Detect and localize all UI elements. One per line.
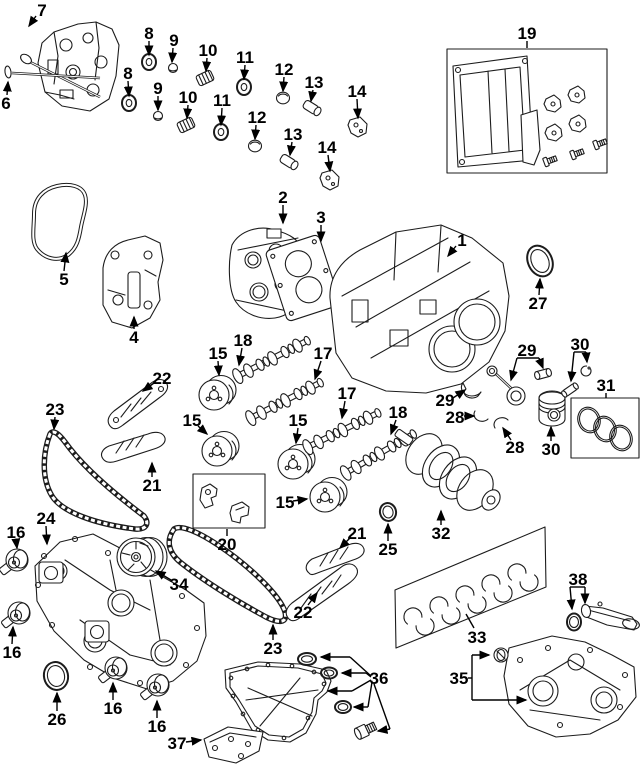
callout-37 (168, 734, 201, 753)
callout-number: 12 (274, 60, 294, 79)
callout-number: 23 (263, 639, 283, 658)
bracket (568, 86, 585, 103)
callout-number: 11 (236, 48, 254, 67)
callout-number: 13 (283, 125, 303, 144)
callout-number: 14 (317, 138, 337, 157)
bracket (544, 95, 561, 112)
callout-number: 20 (217, 535, 237, 554)
callout-10 (199, 41, 218, 71)
callout-number: 1 (457, 231, 467, 250)
callout-16 (104, 683, 123, 718)
callout-number: 13 (304, 73, 324, 92)
valve-keeper (249, 140, 262, 152)
valve-stem-seal (142, 54, 156, 70)
callout-13 (284, 125, 303, 155)
callout-number: 29 (435, 391, 455, 410)
callout-11 (236, 48, 254, 79)
valve-spring-seat (169, 64, 178, 73)
valve-spring-retainer (237, 79, 251, 95)
callout-number: 11 (213, 91, 231, 110)
callout-14 (348, 82, 367, 118)
callout-number: 30 (570, 335, 590, 354)
callout-number: 27 (528, 294, 548, 313)
callout-number: 16 (147, 717, 167, 736)
bracket (569, 115, 586, 132)
piston-pin (561, 382, 580, 398)
callout-8 (144, 24, 153, 55)
callout-21 (143, 463, 162, 495)
bracket (545, 124, 562, 141)
callout-15 (276, 493, 307, 512)
callout-number: 31 (596, 376, 616, 395)
pan-o-ring (335, 701, 351, 713)
callout-number: 12 (247, 108, 267, 127)
crankshaft-seal (522, 241, 557, 280)
callout-27 (529, 279, 548, 313)
callout-number: 19 (517, 24, 537, 43)
piston-ring-set-box (571, 398, 639, 458)
callout-13 (305, 73, 324, 101)
callout-2 (278, 188, 287, 223)
callout-31 (597, 376, 616, 398)
thrust-washer (474, 411, 508, 428)
drain-plug (353, 720, 378, 740)
callout-number: 14 (347, 82, 367, 101)
callout-16 (148, 701, 167, 736)
callout-number: 33 (467, 628, 487, 647)
valve-lifter (279, 153, 300, 171)
callout-19 (518, 24, 537, 48)
baffle-plate (204, 727, 263, 763)
callout-number: 34 (169, 575, 189, 594)
callout-number: 21 (347, 524, 367, 543)
callout-number: 10 (178, 88, 198, 107)
pickup-o-ring (567, 614, 581, 631)
callout-number: 18 (233, 331, 253, 350)
valve-cover-gasket (33, 185, 86, 259)
valve-spring-seat (154, 112, 163, 121)
oil-control-valve (0, 549, 28, 575)
cam-carrier-kit-box (447, 49, 608, 173)
callout-number: 16 (6, 523, 26, 542)
pan-o-ring (298, 653, 316, 665)
callout-number: 2 (278, 188, 288, 207)
front-crank-seal (41, 660, 70, 692)
callout-25 (379, 524, 398, 559)
callout-number: 23 (45, 400, 65, 419)
callout-number: 18 (388, 403, 408, 422)
callout-number: 32 (431, 524, 451, 543)
callout-number: 5 (59, 270, 69, 289)
callout-number: 17 (337, 384, 357, 403)
callout-number: 9 (169, 31, 179, 50)
valve-spring-retainer (214, 124, 228, 140)
callout-20 (218, 529, 237, 554)
camshaft-exhaust (301, 405, 384, 456)
callout-12 (248, 108, 267, 139)
cam-seal (378, 501, 398, 523)
callout-29 (436, 390, 465, 410)
callout-9 (153, 79, 162, 110)
cylinder-head-left (38, 22, 119, 111)
callout-28 (503, 428, 524, 457)
callout-number: 15 (288, 411, 308, 430)
callout-number: 15 (275, 493, 295, 512)
callout-number: 22 (152, 369, 172, 388)
snap-ring (581, 366, 591, 376)
bolt (543, 154, 558, 167)
oil-pump-carrier (504, 636, 636, 737)
callout-number: 28 (505, 438, 525, 457)
callout-number: 26 (47, 710, 67, 729)
cam-sprocket (199, 376, 236, 411)
callout-number: 38 (568, 570, 588, 589)
piston (539, 391, 565, 426)
bolt (570, 147, 585, 160)
cam-bracket (320, 170, 339, 190)
callout-26 (48, 693, 67, 729)
callout-12 (275, 60, 294, 91)
callout-38 (569, 570, 588, 609)
callout-17 (314, 344, 333, 379)
callout-number: 28 (445, 408, 465, 427)
valve-stem-seal (122, 95, 136, 111)
callout-23 (264, 625, 283, 658)
valve-cover (103, 236, 163, 328)
chain-tensioner-guide (102, 432, 166, 462)
callout-number: 17 (313, 344, 333, 363)
callout-15 (289, 411, 308, 443)
callout-number: 3 (316, 208, 326, 227)
callout-16 (3, 627, 22, 662)
oil-pickup-tube (580, 602, 640, 631)
callout-number: 30 (541, 440, 561, 459)
callout-number: 6 (1, 94, 11, 113)
callout-number: 15 (182, 411, 202, 430)
callout-30 (542, 427, 561, 459)
callout-28 (446, 408, 474, 427)
crank-pulley (117, 538, 167, 577)
callout-17 (338, 384, 357, 418)
callout-number: 9 (153, 79, 163, 98)
callout-number: 16 (103, 699, 123, 718)
callout-15 (209, 344, 228, 375)
valve-lifter (302, 99, 323, 117)
callout-number: 15 (208, 344, 228, 363)
callout-number: 35 (449, 669, 469, 688)
cylinder-block (330, 225, 509, 393)
cam-bracket (348, 117, 367, 137)
callout-15 (183, 411, 207, 434)
callout-18 (234, 331, 253, 365)
callout-6 (1, 82, 10, 113)
callout-16 (7, 523, 26, 548)
cam-sprocket (202, 432, 239, 467)
oil-control-valve (1, 602, 30, 628)
valve-spring (176, 117, 195, 134)
callout-24 (37, 509, 56, 544)
callout-7 (29, 1, 47, 26)
callout-11 (213, 91, 231, 125)
callout-30 (571, 335, 590, 381)
callout-number: 36 (369, 669, 389, 688)
camshaft-exhaust (244, 374, 327, 427)
callout-number: 24 (36, 509, 56, 528)
callout-number: 21 (142, 476, 162, 495)
callout-number: 8 (144, 24, 154, 43)
rocker-parts-box (193, 474, 265, 528)
callout-9 (169, 31, 178, 62)
callout-number: 8 (123, 64, 133, 83)
callout-10 (179, 88, 198, 118)
callout-8 (123, 64, 132, 96)
valve-spring (195, 70, 214, 87)
callout-number: 37 (167, 734, 187, 753)
rod-bushing (534, 368, 552, 380)
callout-number: 25 (378, 540, 398, 559)
callout-33 (466, 614, 486, 647)
callout-number: 10 (198, 41, 218, 60)
crankshaft (394, 427, 504, 517)
callout-number: 4 (129, 328, 139, 347)
callout-number: 7 (37, 1, 47, 20)
bolt (593, 137, 608, 150)
callout-32 (432, 511, 451, 543)
callout-number: 22 (293, 603, 313, 622)
cam-sprocket (310, 478, 347, 513)
callout-22 (143, 369, 171, 391)
callout-14 (318, 138, 337, 171)
callout-number: 29 (517, 341, 537, 360)
carrier-plug (494, 648, 508, 662)
callout-23 (46, 400, 65, 429)
callout-number: 16 (2, 643, 22, 662)
connecting-rod (487, 366, 525, 405)
valve-keeper (277, 92, 290, 104)
